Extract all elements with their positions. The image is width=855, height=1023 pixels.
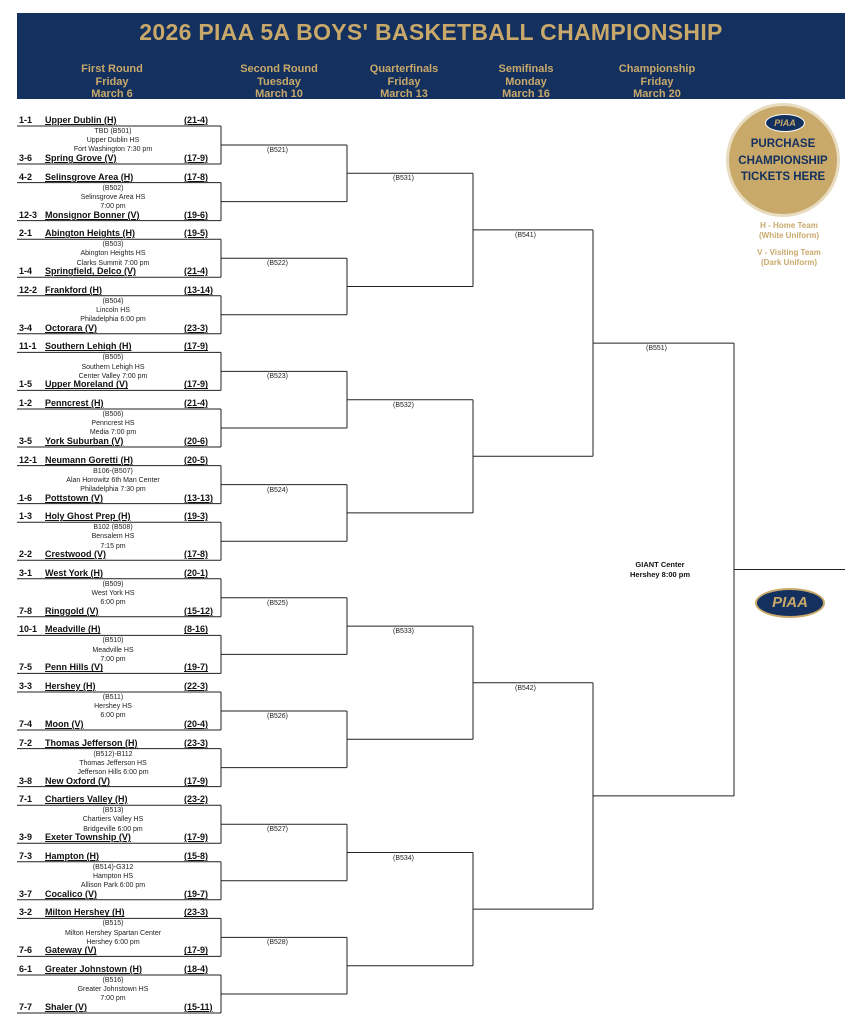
- team-name: Ringgold (V): [45, 605, 99, 616]
- team-name: Meadville (H): [45, 624, 101, 635]
- game-info-line: Fort Washington 7:30 pm: [73, 146, 153, 154]
- team-record: (20-4): [184, 719, 209, 729]
- game-info: [28, 184, 198, 212]
- legend-home-label: H - Home Team: [760, 221, 818, 230]
- legend-visiting: [734, 248, 844, 268]
- game-code: (B551): [646, 345, 668, 353]
- round-name: Semifinals: [498, 63, 554, 75]
- game-info-line: Chartiers Valley HS: [82, 816, 144, 824]
- team-record: (15-12): [184, 605, 214, 616]
- team-name: Abington Heights (H): [45, 228, 135, 239]
- game-info: [28, 806, 198, 834]
- team-record: (17-9): [184, 832, 209, 843]
- team-seed: 12-3: [19, 209, 38, 220]
- game-info-line: Bensalem HS: [91, 533, 135, 541]
- team-seed: 10-1: [19, 624, 38, 635]
- team-name: Spring Grove (V): [45, 153, 117, 163]
- team-record: (17-8): [184, 549, 209, 560]
- game-info: [28, 636, 198, 664]
- team-seed: 11-1: [19, 341, 37, 352]
- round-date: March 16: [502, 88, 550, 100]
- round-day: Friday: [640, 75, 674, 88]
- game-info-line: (B511): [102, 694, 124, 701]
- team-record: (20-5): [184, 454, 209, 465]
- purchase-tickets-button[interactable]: [726, 103, 840, 217]
- game-info-line: Meadville HS: [92, 646, 134, 654]
- team-seed: 12-2: [19, 284, 38, 295]
- team-seed: 3-5: [19, 436, 33, 446]
- team-visiting: [19, 945, 97, 956]
- game-info-line: 7:00 pm: [100, 655, 126, 663]
- team-record: (23-2): [184, 794, 209, 805]
- team-home: [19, 228, 135, 239]
- game-info-line: (B502): [102, 184, 124, 192]
- legend-home: [734, 221, 844, 241]
- team-record: (17-9): [184, 775, 209, 786]
- game-info-line: Philadelphia 6:00 pm: [80, 316, 146, 324]
- game-info-line: 6:00 pm: [100, 712, 126, 720]
- game-info-line: Alan Horowitz 6th Man Center: [66, 476, 160, 484]
- team-record: (19-7): [184, 662, 209, 673]
- game-info-line: Selinsgrove Area HS: [80, 193, 146, 201]
- game-info-line: Upper Dublin HS: [86, 137, 140, 145]
- team-home: [19, 568, 103, 579]
- game-info: [28, 919, 198, 947]
- game-info-line: Allison Park 6:00 pm: [80, 882, 146, 890]
- team-name: Gateway (V): [45, 945, 97, 956]
- team-seed: 1-6: [19, 492, 33, 503]
- round-date: March 6: [91, 88, 133, 100]
- team-home: [19, 907, 125, 918]
- team-name: Greater Johnstown (H): [45, 964, 143, 974]
- team-record: (17-9): [184, 153, 209, 163]
- game-code: (B531): [393, 175, 415, 183]
- team-name: Pottstown (V): [45, 492, 103, 503]
- game-info-line: Hershey HS: [94, 703, 132, 711]
- round-day: Tuesday: [257, 75, 301, 88]
- team-home: [19, 455, 133, 466]
- team-name: Monsignor Bonner (V): [45, 209, 140, 220]
- team-record: (20-1): [184, 567, 209, 578]
- team-record: (13-13): [184, 492, 214, 503]
- team-seed: 1-1: [19, 115, 33, 125]
- team-seed: 7-5: [19, 662, 33, 673]
- game-info-line: 7:00 pm: [100, 995, 126, 1003]
- tickets-line: PURCHASE: [750, 138, 816, 150]
- tickets-text: [729, 136, 837, 186]
- piaa-logo: PIAA: [755, 588, 825, 618]
- team-record: (8-16): [184, 624, 209, 635]
- legend-home-uniform: (White Uniform): [759, 231, 819, 240]
- team-seed: 3-9: [19, 832, 33, 843]
- team-home: [19, 794, 128, 805]
- team-visiting: [19, 776, 110, 787]
- game-code: (B532): [393, 401, 415, 409]
- game-info-line: (B514)-G312: [92, 863, 134, 871]
- team-name: West York (H): [45, 567, 104, 578]
- game-code: (B522): [267, 260, 289, 268]
- team-name: Penn Hills (V): [45, 662, 104, 673]
- team-record: (17-8): [184, 171, 209, 182]
- team-seed: 3-6: [19, 153, 33, 163]
- team-visiting: [19, 379, 128, 390]
- team-name: Cocalico (V): [45, 888, 98, 899]
- team-visiting: [19, 719, 84, 730]
- round-name: First Round: [81, 63, 143, 75]
- team-seed: 1-4: [19, 266, 33, 277]
- team-record: (18-4): [184, 964, 209, 974]
- team-record: (17-9): [184, 341, 209, 352]
- team-seed: 2-1: [19, 228, 33, 239]
- team-home: [19, 398, 104, 409]
- team-name: Octorara (V): [45, 322, 98, 333]
- team-record: (21-4): [184, 115, 209, 125]
- round-date: March 13: [380, 88, 428, 100]
- team-home: [19, 285, 102, 296]
- game-info-line: (B503): [102, 241, 124, 249]
- team-record: (21-4): [184, 398, 209, 408]
- final-time: Hershey 8:00 pm: [629, 570, 691, 579]
- game-code: (B521): [267, 147, 289, 154]
- game-code: (B525): [267, 599, 289, 607]
- team-visiting: [19, 210, 140, 221]
- team-name: Upper Dublin (H): [45, 115, 117, 125]
- game-code: (B523): [267, 373, 289, 381]
- team-seed: 7-1: [19, 794, 33, 805]
- game-info-line: (B505): [102, 354, 124, 362]
- game-info-line: (B509): [102, 580, 124, 588]
- game-info-line: West York HS: [91, 590, 135, 597]
- round-name: Championship: [618, 63, 696, 75]
- team-seed: 7-2: [19, 737, 33, 748]
- team-name: Exeter Township (V): [45, 832, 131, 843]
- game-info-line: Jefferson Hills 6:00 pm: [77, 769, 149, 776]
- team-home: [19, 964, 142, 975]
- team-seed: 7-3: [19, 850, 33, 861]
- game-info: [28, 523, 198, 551]
- team-name: Penncrest (H): [45, 398, 104, 408]
- team-visiting: [19, 436, 123, 447]
- piaa-logo-icon: PIAA: [765, 114, 805, 132]
- game-info: [28, 863, 198, 891]
- team-home: [19, 624, 101, 635]
- game-info-line: (B506): [102, 411, 124, 418]
- team-name: Chartiers Valley (H): [45, 794, 128, 805]
- game-info-line: Penncrest HS: [91, 420, 135, 428]
- round-day: Monday: [505, 75, 547, 88]
- round-day: Friday: [387, 75, 421, 88]
- team-name: Neumann Goretti (H): [45, 454, 134, 465]
- team-record: (20-6): [184, 436, 209, 446]
- game-info-line: Milton Hershey Spartan Center: [64, 929, 162, 937]
- team-home: [19, 738, 138, 749]
- team-visiting: [19, 493, 103, 504]
- team-record: (19-5): [184, 228, 209, 239]
- game-info: [28, 297, 198, 325]
- team-seed: 3-4: [19, 322, 33, 333]
- game-info-line: B106-(B507): [93, 467, 133, 475]
- game-code: (B533): [393, 628, 415, 636]
- team-seed: 3-3: [19, 681, 33, 691]
- team-home: [19, 115, 117, 126]
- round-day: Friday: [95, 75, 129, 88]
- team-home: [19, 341, 132, 352]
- game-info-line: Hampton HS: [92, 873, 134, 880]
- game-code: (B526): [267, 713, 289, 720]
- team-name: Shaler (V): [45, 1002, 88, 1012]
- round-name: Second Round: [240, 63, 318, 75]
- team-seed: 3-1: [19, 567, 33, 578]
- game-info-line: Media 7:00 pm: [89, 429, 137, 437]
- team-name: Milton Hershey (H): [45, 907, 125, 918]
- championship-site: [605, 560, 715, 580]
- game-info-line: 6:00 pm: [100, 599, 126, 607]
- team-record: (19-3): [184, 511, 209, 522]
- team-visiting: [19, 153, 117, 164]
- round-date: March 10: [255, 88, 303, 100]
- team-seed: 12-1: [19, 454, 38, 465]
- team-visiting: [19, 549, 106, 560]
- round-date: March 20: [633, 88, 681, 100]
- team-visiting: [19, 889, 97, 900]
- team-home: [19, 681, 96, 692]
- team-visiting: [19, 662, 103, 673]
- team-seed: 6-1: [19, 964, 33, 974]
- team-record: (23-3): [184, 907, 209, 918]
- team-seed: 1-2: [19, 398, 33, 408]
- game-info: [28, 750, 198, 778]
- team-name: New Oxford (V): [45, 775, 111, 786]
- team-visiting: [19, 606, 99, 617]
- team-seed: 7-6: [19, 945, 33, 956]
- game-info-line: 7:15 pm: [100, 542, 126, 550]
- game-info-line: (B512)-B112: [93, 750, 133, 758]
- team-seed: 7-7: [19, 1002, 33, 1012]
- team-seed: 3-7: [19, 888, 33, 899]
- round-name: Quarterfinals: [369, 63, 439, 75]
- game-info: [28, 580, 198, 608]
- team-name: Holy Ghost Prep (H): [45, 511, 131, 522]
- game-info: [28, 353, 198, 381]
- team-name: Thomas Jefferson (H): [45, 737, 138, 748]
- team-seed: 1-3: [19, 511, 33, 522]
- team-name: Moon (V): [45, 719, 84, 729]
- team-seed: 7-4: [19, 719, 33, 729]
- game-code: (B524): [267, 486, 289, 494]
- team-record: (15-11): [184, 1002, 213, 1012]
- game-info-line: (B516): [102, 977, 124, 984]
- team-record: (23-3): [184, 322, 209, 333]
- game-info-line: 7:00 pm: [100, 203, 126, 210]
- team-name: Hampton (H): [45, 850, 99, 861]
- team-name: Crestwood (V): [45, 549, 107, 560]
- game-info: [28, 467, 198, 495]
- game-info-line: (B515): [102, 920, 124, 928]
- team-record: (15-8): [184, 850, 209, 861]
- team-name: York Suburban (V): [45, 436, 124, 446]
- team-seed: 7-8: [19, 605, 33, 616]
- team-name: Upper Moreland (V): [45, 379, 129, 390]
- final-venue: GIANT Center: [635, 560, 685, 569]
- game-info-line: Southern Lehigh HS: [81, 363, 145, 371]
- team-name: Frankford (H): [45, 284, 102, 295]
- game-info-line: Hershey 6:00 pm: [86, 938, 140, 946]
- game-info: [28, 693, 198, 721]
- team-seed: 1-5: [19, 379, 33, 390]
- game-info-line: Bridgeville 6:00 pm: [83, 825, 143, 833]
- team-visiting: [19, 1002, 87, 1013]
- legend-visiting-label: V - Visiting Team: [757, 248, 821, 257]
- team-record: (21-4): [184, 266, 209, 277]
- team-name: Southern Lehigh (H): [45, 341, 132, 352]
- game-info: [28, 410, 198, 438]
- game-info-line: Clarks Summit 7:00 pm: [76, 259, 150, 267]
- game-info-line: Thomas Jefferson HS: [79, 759, 147, 767]
- game-info-line: TBD (B501): [94, 128, 132, 135]
- game-info: [28, 127, 198, 155]
- team-home: [19, 172, 133, 183]
- game-info-line: (B504): [102, 297, 124, 305]
- team-record: (19-7): [184, 888, 209, 899]
- tickets-line: TICKETS HERE: [740, 171, 826, 183]
- team-name: Springfield, Delco (V): [45, 266, 137, 277]
- game-info-line: B102 (B508): [93, 524, 133, 532]
- team-seed: 4-2: [19, 171, 33, 182]
- team-visiting: [19, 323, 97, 334]
- page-title: 2026 PIAA 5A BOYS' BASKETBALL CHAMPIONSHIP: [139, 19, 723, 45]
- team-record: (23-3): [184, 737, 209, 748]
- team-record: (19-6): [184, 209, 209, 220]
- team-record: (17-9): [184, 379, 209, 390]
- game-info-line: Lincoln HS: [96, 307, 130, 314]
- game-code: (B528): [267, 939, 289, 947]
- game-info: [28, 976, 198, 1004]
- game-info-line: Center Valley 7:00 pm: [78, 372, 148, 380]
- team-home: [19, 851, 99, 862]
- team-name: Selinsgrove Area (H): [45, 171, 134, 182]
- game-code: (B542): [515, 684, 537, 692]
- game-info: [28, 240, 198, 268]
- game-code: (B541): [515, 231, 537, 239]
- game-code: (B534): [393, 854, 415, 862]
- team-seed: 3-2: [19, 907, 33, 918]
- legend-visiting-uniform: (Dark Uniform): [760, 258, 817, 267]
- game-info-line: (B510): [102, 637, 124, 645]
- team-record: (13-14): [184, 284, 214, 295]
- team-visiting: [19, 832, 131, 843]
- team-name: Hershey (H): [45, 681, 96, 691]
- team-record: (22-3): [184, 681, 209, 691]
- team-seed: 2-2: [19, 549, 33, 560]
- game-code: (B527): [267, 826, 289, 834]
- game-info-line: Greater Johnstown HS: [77, 986, 149, 994]
- team-visiting: [19, 266, 136, 277]
- team-record: (17-9): [184, 945, 209, 956]
- team-seed: 3-8: [19, 775, 33, 786]
- game-info-line: Philadelphia 7:30 pm: [80, 486, 146, 493]
- tickets-line: CHAMPIONSHIP: [738, 154, 828, 167]
- team-home: [19, 511, 131, 522]
- game-info-line: (B513): [102, 807, 124, 815]
- game-info-line: Abington Heights HS: [80, 250, 146, 258]
